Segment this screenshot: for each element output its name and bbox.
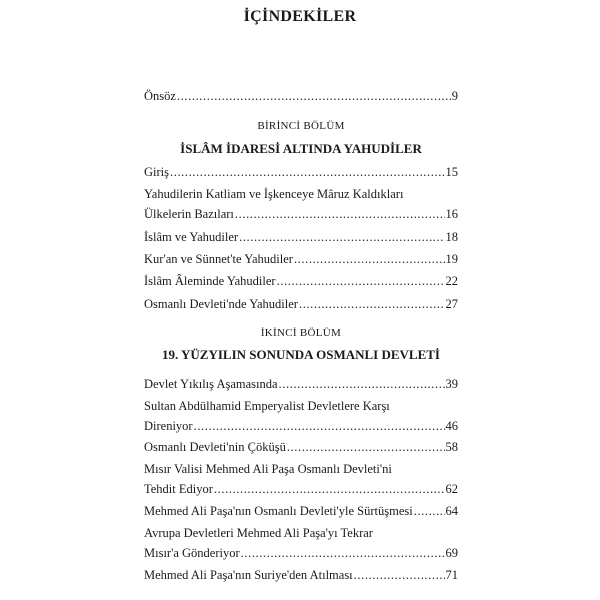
- page-number: 58: [445, 440, 458, 454]
- toc-entry[interactable]: [144, 250, 458, 270]
- entry-title: Osmanlı Devleti'nde Yahudiler: [144, 297, 298, 311]
- page-number: 16: [445, 206, 458, 221]
- section-heading: İSLÂM İDARESİ ALTINDA YAHUDİLER: [180, 141, 422, 156]
- page-number: 64: [445, 504, 458, 518]
- page-number: 22: [445, 274, 458, 288]
- entry-title-line-1: Mısır Valisi Mehmed Ali Paşa Osmanlı Devleti'ni: [144, 462, 392, 476]
- entry-title-line-2: Ülkelerin Bazıları: [144, 206, 234, 221]
- toc-entry[interactable]: [144, 228, 458, 248]
- entry-title-line-2: Direniyor: [144, 418, 193, 433]
- page-title: İÇİNDEKİLER: [243, 8, 357, 25]
- toc-entry[interactable]: [144, 397, 458, 436]
- dot-leader: [279, 375, 445, 395]
- toc-entry[interactable]: [144, 272, 458, 292]
- toc-entry[interactable]: [144, 438, 458, 458]
- dot-leader: [177, 87, 451, 107]
- page-number: 71: [445, 568, 458, 582]
- page-number: 69: [445, 545, 458, 560]
- page-number: 19: [445, 252, 458, 266]
- entry-title: Osmanlı Devleti'nin Çöküşü: [144, 440, 286, 454]
- page-number: 18: [445, 230, 458, 244]
- page-number: 39: [445, 377, 458, 391]
- entry-title-line-1: Yahudilerin Katliam ve İşkenceye Mâruz Kaldıkları: [144, 187, 404, 201]
- dot-leader: [294, 250, 445, 270]
- page-number: 9: [451, 89, 458, 103]
- entry-title: İslâm Âleminde Yahudiler: [144, 274, 276, 288]
- entry-title: Devlet Yıkılış Aşamasında: [144, 377, 278, 391]
- entry-title: Kur'an ve Sünnet'te Yahudiler: [144, 252, 293, 266]
- entry-title: İslâm ve Yahudiler: [144, 230, 239, 244]
- section-label: İKİNCİ BÖLÜM: [260, 327, 342, 339]
- toc-entry[interactable]: [144, 524, 458, 563]
- entry-title: Mehmed Ali Paşa'nın Suriye'den Atılması: [144, 568, 353, 582]
- page-number: 46: [445, 418, 458, 433]
- entry-title-line-1: Avrupa Devletleri Mehmed Ali Paşa'yı Tekrar: [144, 526, 373, 540]
- entry-title-line-1: Sultan Abdülhamid Emperyalist Devletlere Karşı: [144, 399, 390, 413]
- dot-leader: [414, 502, 445, 522]
- toc-entry[interactable]: [144, 566, 458, 586]
- dot-leader: [354, 566, 445, 586]
- page-number: 15: [445, 165, 458, 179]
- dot-leader: [194, 417, 445, 437]
- entry-title-line-2: Tehdit Ediyor: [144, 481, 213, 496]
- toc-entry-preface[interactable]: [144, 87, 458, 107]
- section-heading: 19. YÜZYILIN SONUNDA OSMANLI DEVLETİ: [162, 347, 440, 362]
- toc-entry[interactable]: [144, 375, 458, 395]
- dot-leader: [239, 228, 444, 248]
- dot-leader: [277, 272, 445, 292]
- entry-title: Mehmed Ali Paşa'nın Osmanlı Devleti'yle Sürtüşmesi: [144, 504, 413, 518]
- toc-entry[interactable]: [144, 163, 458, 183]
- dot-leader: [170, 163, 445, 183]
- entry-title-line-2: Mısır'a Gönderiyor: [144, 545, 240, 560]
- dot-leader: [287, 438, 445, 458]
- toc-entry[interactable]: [144, 295, 458, 315]
- dot-leader: [299, 295, 445, 315]
- entry-title: Önsöz: [144, 89, 176, 103]
- dot-leader: [214, 480, 445, 500]
- toc-entry[interactable]: [144, 185, 458, 224]
- entry-title: Giriş: [144, 165, 169, 179]
- page-number: 27: [445, 297, 458, 311]
- toc-entry[interactable]: [144, 502, 458, 522]
- dot-leader: [241, 544, 445, 564]
- dot-leader: [235, 205, 445, 225]
- page-number: 62: [445, 481, 458, 496]
- section-label: BİRİNCİ BÖLÜM: [257, 120, 345, 132]
- toc-entry[interactable]: [144, 460, 458, 499]
